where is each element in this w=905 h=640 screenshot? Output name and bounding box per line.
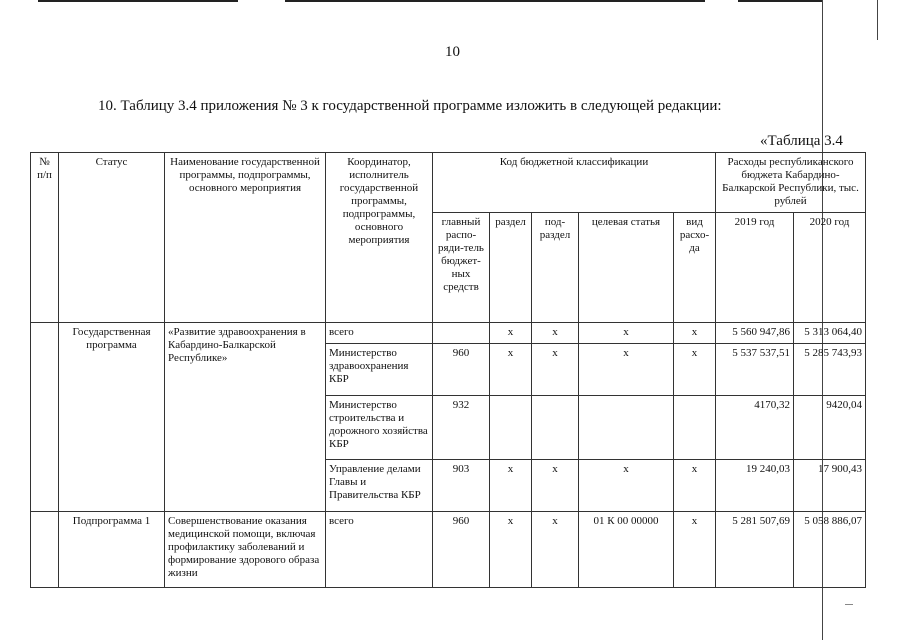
scan-fold-line (877, 0, 878, 40)
cell-executor: всего (326, 512, 433, 588)
scan-mark (845, 604, 853, 605)
header-num: № п/п (31, 153, 59, 323)
cell-y2020: 5 313 064,40 (794, 323, 866, 344)
scan-edge-line (38, 0, 238, 2)
cell-expense-type: х (674, 460, 716, 512)
cell-executor: Министерство строительства и дорожного хозяйства КБР (326, 396, 433, 460)
cell-grbs (433, 323, 490, 344)
header-coordinator: Координатор, исполнитель государственной программы, подпрограммы, основного мероприятия (326, 153, 433, 323)
cell-y2019: 5 281 507,69 (716, 512, 794, 588)
cell-expense-type (674, 396, 716, 460)
cell-executor: Министерство здравоохранения КБР (326, 344, 433, 396)
cell-subsection: х (532, 323, 579, 344)
header-subsection: под-раздел (532, 213, 579, 323)
cell-section: х (490, 323, 532, 344)
cell-status: Государственная программа (59, 323, 165, 512)
cell-subsection (532, 396, 579, 460)
header-year-2020: 2020 год (794, 213, 866, 323)
header-section: раздел (490, 213, 532, 323)
page-number: 10 (445, 44, 460, 60)
cell-num (31, 323, 59, 512)
cell-y2020: 9420,04 (794, 396, 866, 460)
header-year-2019: 2019 год (716, 213, 794, 323)
cell-y2019: 4170,32 (716, 396, 794, 460)
cell-grbs: 960 (433, 344, 490, 396)
table-header-row (31, 153, 866, 213)
cell-section: х (490, 460, 532, 512)
table-caption: «Таблица 3.4 (760, 133, 843, 149)
header-status: Статус (59, 153, 165, 323)
cell-grbs: 960 (433, 512, 490, 588)
cell-grbs: 932 (433, 396, 490, 460)
cell-y2020: 5 058 886,07 (794, 512, 866, 588)
budget-table (30, 152, 866, 588)
page-heading: 10. Таблицу 3.4 приложения № 3 к государственной программе изложить в следующей редакции: (98, 98, 722, 114)
header-name: Наименование государственной программы, подпрограммы, основного мероприятия (165, 153, 326, 323)
header-expense-type: вид расхо-да (674, 213, 716, 323)
cell-program-name: Совершенствование оказания медицинской помощи, включая профилактику заболеваний и формирование здорового образа жизни (165, 512, 326, 588)
cell-y2020: 17 900,43 (794, 460, 866, 512)
cell-subsection: х (532, 512, 579, 588)
cell-expense-type: х (674, 323, 716, 344)
cell-y2019: 5 537 537,51 (716, 344, 794, 396)
cell-target (579, 396, 674, 460)
cell-expense-type: х (674, 512, 716, 588)
cell-target: х (579, 344, 674, 396)
cell-num (31, 512, 59, 588)
cell-section: х (490, 344, 532, 396)
cell-status: Подпрограмма 1 (59, 512, 165, 588)
cell-section (490, 396, 532, 460)
cell-grbs: 903 (433, 460, 490, 512)
cell-section: х (490, 512, 532, 588)
scan-edge-line (738, 0, 823, 2)
header-budget-code: Код бюджетной классификации (433, 153, 716, 213)
table-row (31, 512, 866, 588)
cell-executor: всего (326, 323, 433, 344)
cell-y2019: 19 240,03 (716, 460, 794, 512)
cell-target: 01 К 00 00000 (579, 512, 674, 588)
header-expenses: Расходы республиканского бюджета Кабардино-Балкарской Республики, тыс. рублей (716, 153, 866, 213)
cell-program-name: «Развитие здравоохранения в Кабардино-Балкарской Республике» (165, 323, 326, 512)
header-target: целевая статья (579, 213, 674, 323)
cell-y2020: 5 285 743,93 (794, 344, 866, 396)
cell-subsection: х (532, 460, 579, 512)
table-row (31, 323, 866, 344)
cell-expense-type: х (674, 344, 716, 396)
cell-executor: Управление делами Главы и Правительства КБР (326, 460, 433, 512)
cell-target: х (579, 460, 674, 512)
cell-y2019: 5 560 947,86 (716, 323, 794, 344)
scan-edge-line (285, 0, 705, 2)
header-main-manager: главный распо-ряди-тель бюджет-ных средств (433, 213, 490, 323)
cell-target: х (579, 323, 674, 344)
cell-subsection: х (532, 344, 579, 396)
